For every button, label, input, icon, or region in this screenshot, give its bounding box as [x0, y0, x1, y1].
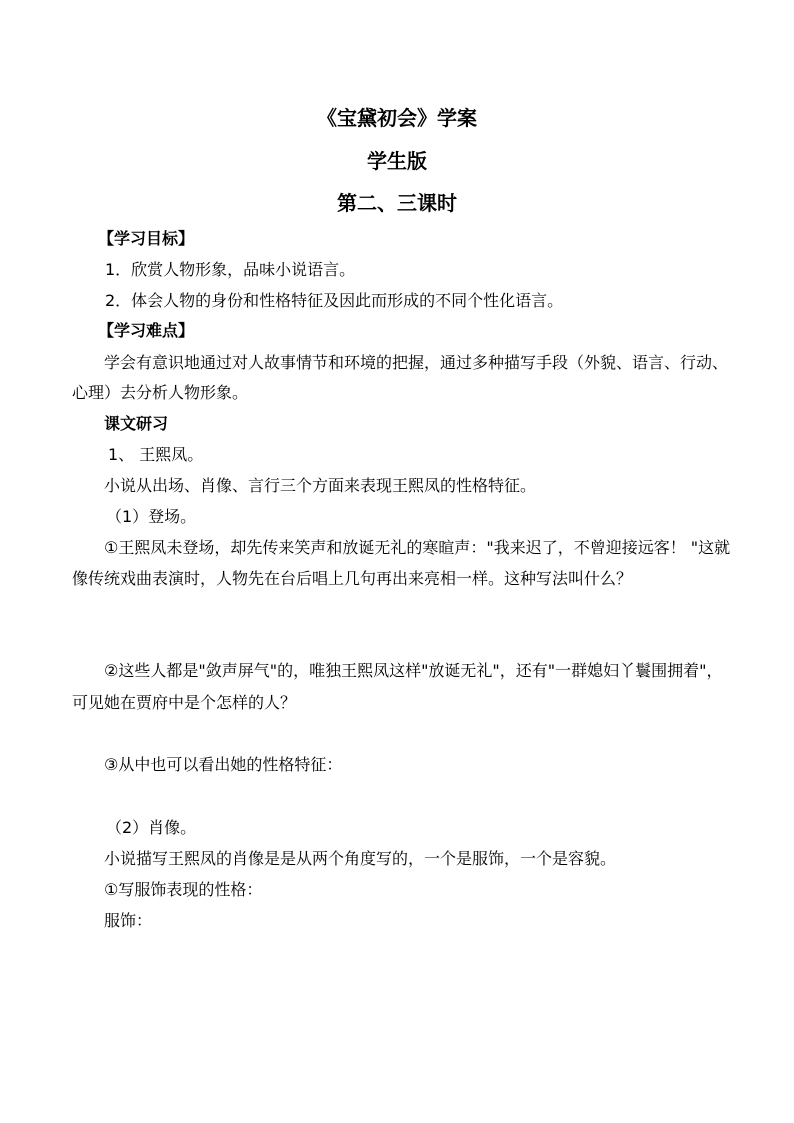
- section-heading-appearance: （1）登场。: [106, 507, 197, 526]
- question-line: ③从中也可以看出她的性格特征：: [104, 755, 343, 774]
- clothing-label: 服饰：: [104, 911, 153, 930]
- question-line: ①写服饰表现的性格：: [104, 880, 263, 899]
- difficulty-text-line: 心理）去分析人物形象。: [72, 383, 249, 402]
- difficulty-heading: 【学习难点】: [98, 321, 195, 340]
- study-intro: 小说从出场、肖像、言行三个方面来表现王熙凤的性格特征。: [104, 476, 537, 495]
- study-item-wang-xifeng: 1、 王熙凤。: [108, 445, 204, 464]
- study-heading: 课文研习: [104, 414, 169, 433]
- question-line: 像传统戏曲表演时，人物先在台后唱上几句再出来亮相一样。这种写法叫什么？: [72, 569, 633, 588]
- objective-item: 2．体会人物的身份和性格特征及因此而形成的不同个性化语言。: [105, 291, 564, 310]
- document-subtitle: 学生版: [367, 149, 427, 173]
- section-heading-portrait: （2）肖像。: [106, 818, 197, 837]
- question-line: ②这些人都是"敛声屏气"的，唯独王熙凤这样"放诞无礼"，还有"一群媳妇丫鬟围拥着"，: [104, 661, 723, 680]
- question-line: 可见她在贾府中是个怎样的人？: [72, 693, 297, 712]
- objective-item: 1．欣赏人物形象，品味小说语言。: [105, 260, 356, 279]
- objectives-heading: 【学习目标】: [98, 229, 195, 248]
- lesson-title: 第二、三课时: [337, 191, 457, 215]
- question-line: ①王熙凤未登场，却先传来笑声和放诞无礼的寒暄声："我来迟了，不曾迎接远客！ "这就: [104, 538, 731, 557]
- document-title: 《宝黛初会》学案: [317, 106, 477, 130]
- difficulty-text-line: 学会有意识地通过对人故事情节和环境的把握，通过多种描写手段（外貌、语言、行动、: [104, 353, 729, 372]
- portrait-intro: 小说描写王熙凤的肖像是是从两个角度写的，一个是服饰，一个是容貌。: [104, 849, 617, 868]
